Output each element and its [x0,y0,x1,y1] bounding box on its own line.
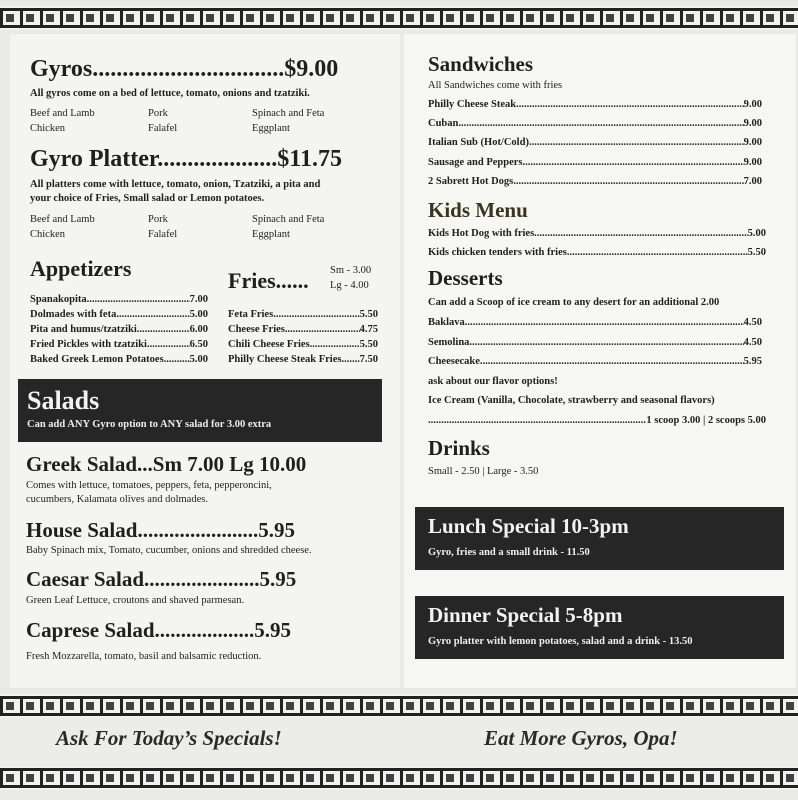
platter-option: Pork [148,214,168,225]
gyros-option: Spinach and Feta [252,108,325,119]
salads-heading: Salads [27,386,100,415]
house-salad-description: Baby Spinach mix, Tomato, cucumber, onions and shredded cheese. [26,545,312,556]
platter-option: Beef and Lamb [30,214,95,225]
gyros-option: Beef and Lamb [30,108,95,119]
salads-banner [18,379,382,442]
dessert-item: Semolina ..... 4.50 [428,337,762,348]
greek-salad-heading: Greek Salad...Sm 7.00 Lg 10.00 [26,452,307,476]
fries-item: Chili Cheese Fries ..... 5.50 [228,339,378,350]
ice-cream-scoop-prices: ..... 1 scoop 3.00 | 2 scoops 5.00 [428,415,766,426]
caprese-salad-description: Fresh Mozzarella, tomato, basil and balsamic reduction. [26,651,262,662]
salads-note: Can add ANY Gyro option to ANY salad for 3.00 extra [27,419,272,430]
greek-key-border-top [0,6,798,30]
greek-salad-description: cucumbers, Kalamata olives and dolmades. [26,494,208,505]
dinner-special-description: Gyro platter with lemon potatoes, salad and a drink - 13.50 [428,636,693,647]
caprese-salad-heading: Caprese Salad...................5.95 [26,618,292,642]
caesar-salad-description: Green Leaf Lettuce, croutons and shaved parmesan. [26,595,245,606]
appetizer-item: Spanakopita ..... 7.00 [30,294,208,305]
drinks-prices: Small - 2.50 | Large - 3.50 [428,466,539,477]
kids-menu-heading: Kids Menu [428,198,528,222]
appetizers-heading: Appetizers [30,256,132,281]
gyros-option: Eggplant [252,123,290,134]
sandwiches-note: All Sandwiches come with fries [428,80,563,91]
greek-key-border-bottom [0,766,798,790]
desserts-note: Can add a Scoop of ice cream to any desert for an additional 2.00 [428,297,720,308]
gyro-platter-heading: Gyro Platter....................$11.75 [30,146,342,172]
platter-description: All platters come with lettuce, tomato, onion, Tzatziki, a pita and [30,179,321,190]
fries-item: Philly Cheese Steak Fries ..... 7.50 [228,354,378,365]
fries-heading: Fries...... [228,268,309,293]
platter-description: your choice of Fries, Small salad or Lemon potatoes. [30,193,265,204]
lunch-special-heading: Lunch Special 10-3pm [428,514,629,538]
gyros-heading: Gyros................................$9.00 [30,56,339,82]
platter-option: Chicken [30,229,65,240]
caesar-salad-heading: Caesar Salad......................5.95 [26,567,297,591]
appetizer-item: Baked Greek Lemon Potatoes ..... 5.00 [30,354,208,365]
gyros-description: All gyros come on a bed of lettuce, tomato, onions and tzatziki. [30,88,310,99]
drinks-heading: Drinks [428,436,490,460]
appetizer-item: Dolmades with feta ..... 5.00 [30,309,208,320]
dessert-item: Cheesecake ..... 5.95 [428,356,762,367]
kids-item: Kids chicken tenders with fries ..... 5.50 [428,247,766,258]
footer-left-slogan: Ask For Today’s Specials! [56,726,282,750]
fries-large-price: Lg - 4.00 [330,280,369,291]
dinner-special-heading: Dinner Special 5-8pm [428,603,623,627]
sandwich-item: Sausage and Peppers ..... 9.00 [428,157,762,168]
sandwich-item: Cuban ..... 9.00 [428,118,762,129]
platter-option: Falafel [148,229,178,240]
platter-option: Spinach and Feta [252,214,325,225]
appetizer-item: Fried Pickles with tzatziki ..... 6.50 [30,339,208,350]
desserts-heading: Desserts [428,266,503,290]
house-salad-heading: House Salad.......................5.95 [26,518,295,542]
flavor-note: ask about our flavor options! [428,376,558,387]
dinner-special-banner [415,596,784,659]
sandwich-item: 2 Sabrett Hot Dogs ..... 7.00 [428,176,762,187]
platter-option: Eggplant [252,229,290,240]
kids-item: Kids Hot Dog with fries ..... 5.00 [428,228,766,239]
gyros-option: Chicken [30,123,65,134]
sandwich-item: Philly Cheese Steak ..... 9.00 [428,99,762,110]
ice-cream-item: Ice Cream (Vanilla, Chocolate, strawberry and seasonal flavors) [428,395,715,406]
sandwich-item: Italian Sub (Hot/Cold) ..... 9.00 [428,137,762,148]
fries-item: Cheese Fries ..... 4.75 [228,324,378,335]
gyros-option: Pork [148,108,168,119]
appetizer-item: Pita and humus/tzatziki ..... 6.00 [30,324,208,335]
dessert-item: Baklava ..... 4.50 [428,317,762,328]
lunch-special-banner [415,507,784,570]
gyros-option: Falafel [148,123,178,134]
fries-small-price: Sm - 3.00 [330,265,372,276]
lunch-special-description: Gyro, fries and a small drink - 11.50 [428,547,590,558]
greek-key-border-middle [0,694,798,718]
footer-right-slogan: Eat More Gyros, Opa! [484,726,678,750]
sandwiches-heading: Sandwiches [428,52,534,76]
fries-item: Feta Fries ..... 5.50 [228,309,378,320]
greek-salad-description: Comes with lettuce, tomatoes, peppers, feta, pepperoncini, [26,480,272,491]
